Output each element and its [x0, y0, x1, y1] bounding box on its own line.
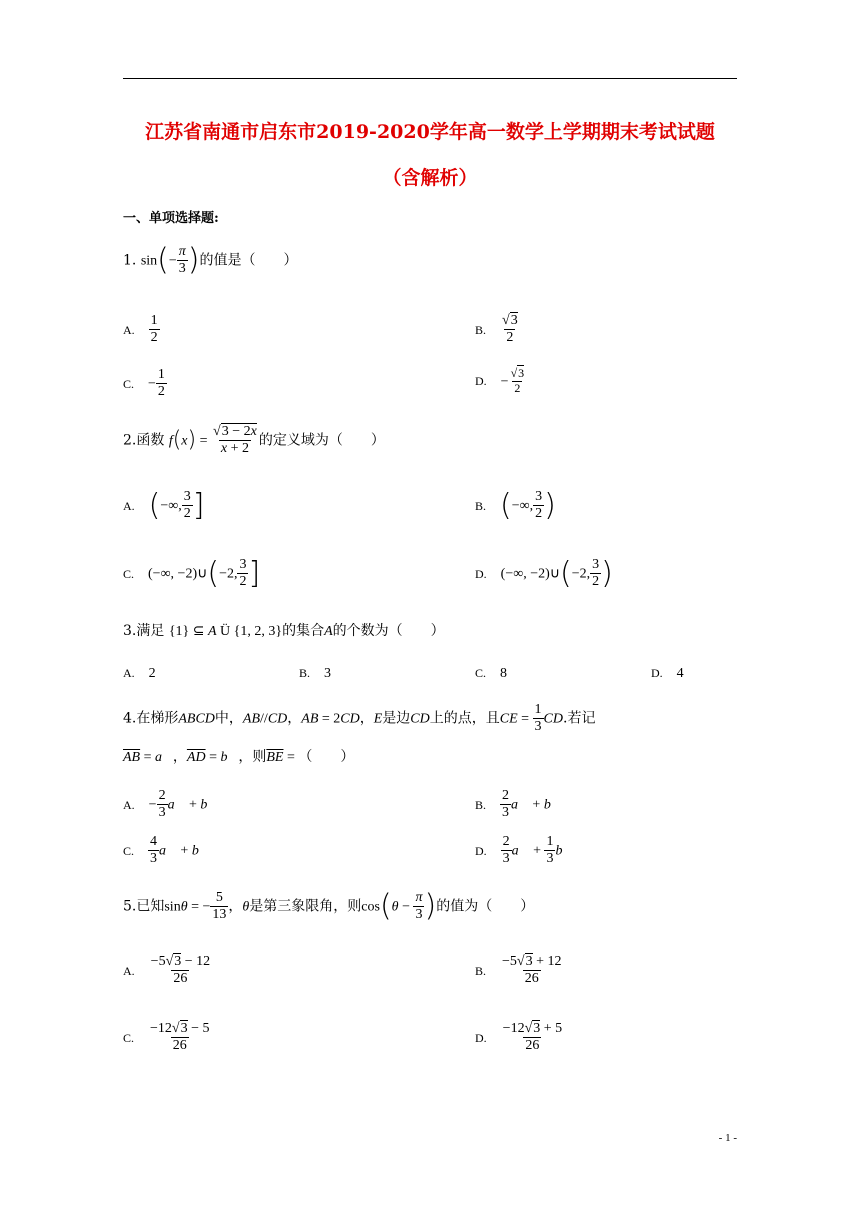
q5-option-d[interactable]: D. $\frac{-12√3 + 5}{26}$ — [475, 1021, 563, 1054]
q4-option-a[interactable]: A. − $\frac{2}{3}$ a⃗ + b⃗ — [123, 788, 219, 821]
q2-option-b[interactable]: B. (−∞, $\frac{3}{2}$ ) — [475, 488, 556, 523]
q5-option-c[interactable]: C. $\frac{-12√3 - 5}{26}$ — [123, 1021, 210, 1054]
doc-subtitle: （含解析） — [382, 167, 478, 189]
question-4-line1: 4.在梯形ABCD中，AB//CD，AB = 2CD，E是边CD上的点，且CE = $\frac{1}{3}$ CD.若记 — [123, 702, 596, 735]
q5-option-a[interactable]: A. $\frac{-5√3 - 12}{26}$ — [123, 954, 211, 987]
q2-option-c[interactable]: C. (−∞, −2)∪(−2, $\frac{3}{2}$ ] — [123, 556, 261, 591]
q1-option-b[interactable]: B. $\frac{√3}{2}$ — [475, 313, 518, 346]
q3-option-a[interactable]: A. 2 — [123, 666, 156, 681]
q1-option-c[interactable]: C. − $\frac{1}{2}$ — [123, 367, 165, 400]
page-number: - 1 - — [718, 1132, 737, 1144]
q4-option-c[interactable]: C. $\frac{4}{3}$ a⃗ + b⃗ — [123, 834, 210, 867]
q3-option-c[interactable]: C. 8 — [475, 666, 508, 681]
q4-option-b[interactable]: B. $\frac{2}{3}$ a⃗ + b⃗ — [475, 788, 562, 821]
question-3: 3.满足 {1} ⊆ A Ü {1, 2, 3}的集合A的个数为（ ） — [123, 623, 445, 639]
section-heading: 一、单项选择题: — [123, 211, 219, 226]
question-5: 5.已知sinθ = − $\frac{5}{13}$ ，θ是第三象限角，则cos(θ − $\frac{\pi}{3}$ )的值为（ ） — [123, 888, 535, 924]
q1-option-d[interactable]: D. − $\frac{√3}{2}$ — [475, 366, 525, 395]
question-4-line2: $\overline{AB}$ = a⃗，$\overline{AD}$ = b⃗，则$\overline{BE}$ = （ ） — [123, 749, 355, 765]
q2-option-d[interactable]: D. (−∞, −2)∪(−2, $\frac{3}{2}$ ) — [475, 556, 613, 591]
q4-option-d[interactable]: D. $\frac{2}{3}$ a⃗ + $\frac{1}{3}$ b⃗ — [475, 834, 574, 867]
question-1: 1. sin(− $\frac{\pi}{3}$ )的值是（ ） — [123, 242, 298, 278]
doc-title: 江苏省南通市启东市2019-2020学年高一数学上学期期末考试试题 — [145, 121, 715, 143]
question-2: 2.函数 f(x) = $\frac{√3 - 2x}{x + 2}$ 的定义域为（ ） — [123, 424, 385, 457]
q3-option-b[interactable]: B. 3 — [299, 666, 332, 681]
q3-option-d[interactable]: D. 4 — [651, 666, 684, 681]
q5-option-b[interactable]: B. $\frac{-5√3 + 12}{26}$ — [475, 954, 562, 987]
q1-option-a[interactable]: A. $\frac{1}{2}$ — [123, 313, 158, 346]
header-rule — [123, 78, 737, 79]
q2-option-a[interactable]: A. (−∞, $\frac{3}{2}$ ] — [123, 488, 205, 523]
